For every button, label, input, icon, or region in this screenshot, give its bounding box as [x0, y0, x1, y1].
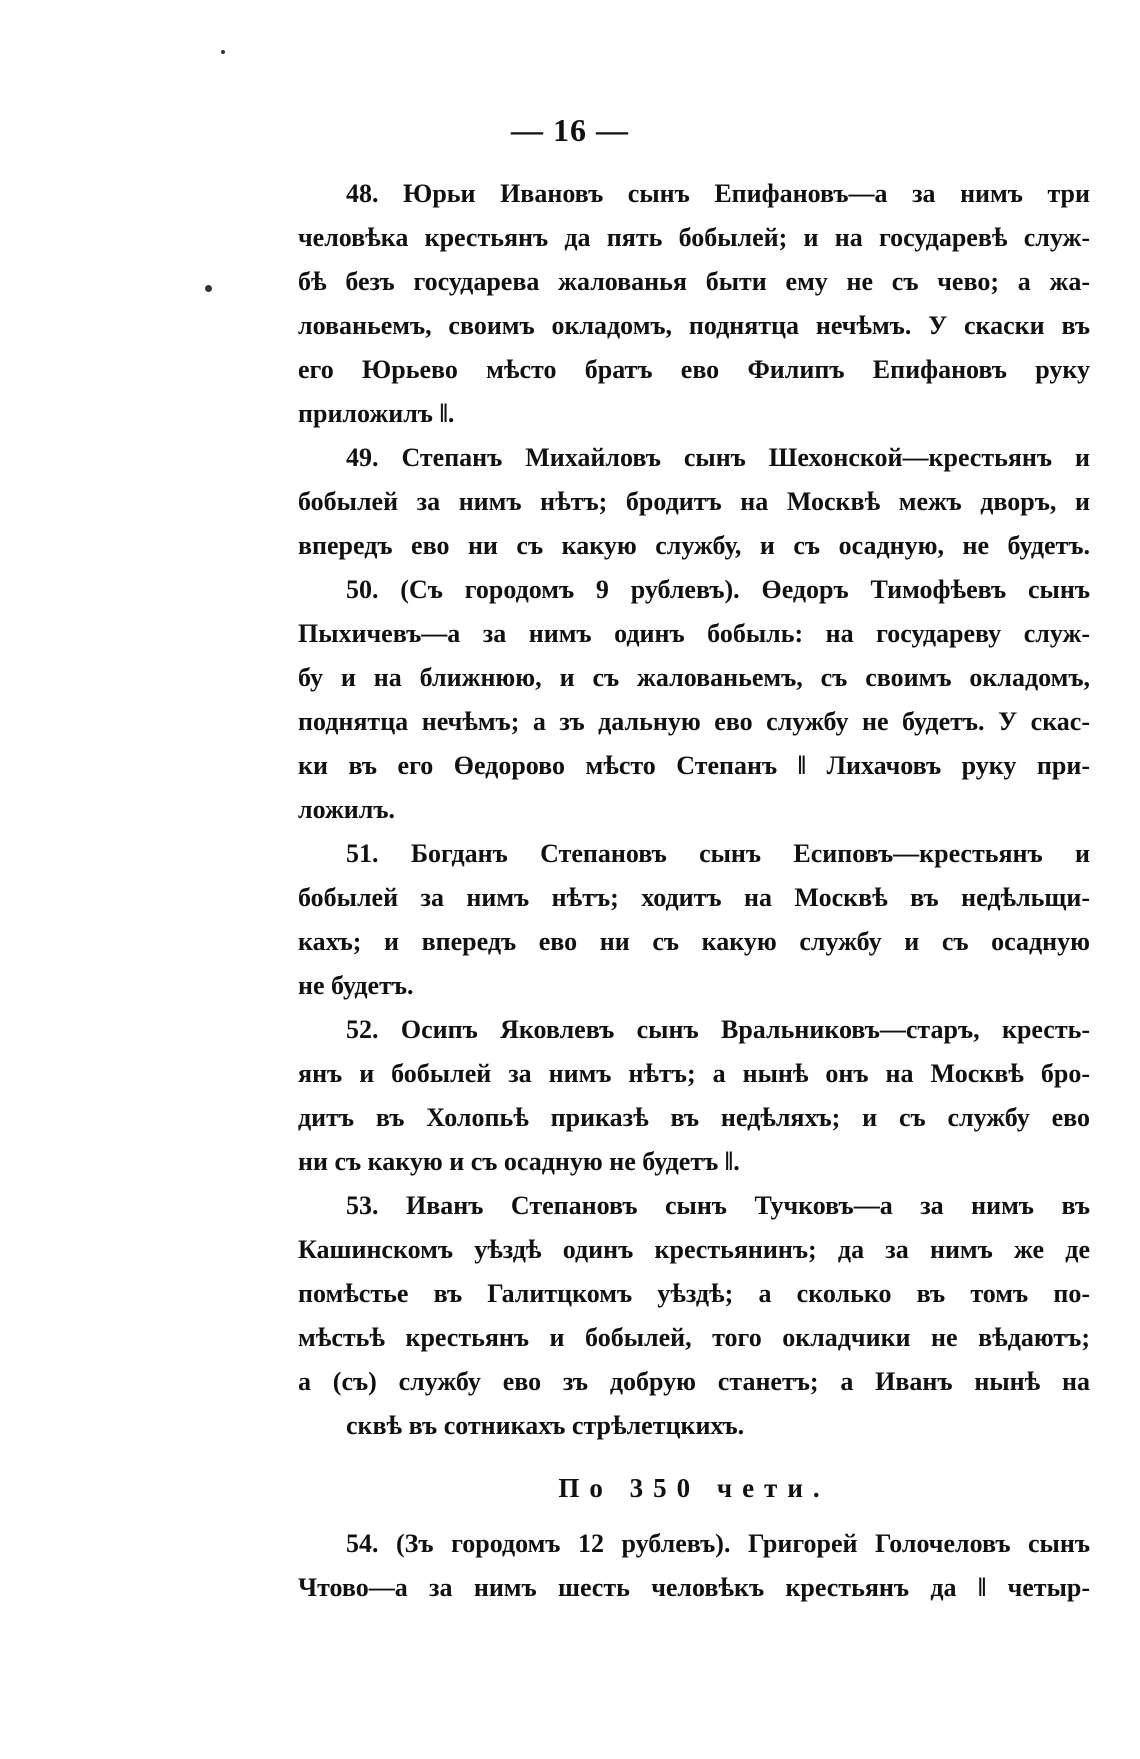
text-line: ложилъ. — [298, 795, 396, 824]
text-line: 54. (Зъ городомъ 12 рублевъ). Григорей Голочеловъ сынъ — [346, 1529, 1090, 1558]
text-line: впередъ ево ни съ какую службу, и съ осадную, не будетъ. — [298, 531, 1090, 560]
text-line: Кашинскомъ уѣздѣ одинъ крестьянинъ; да за нимъ же де — [298, 1235, 1090, 1264]
text-line: а (съ) службу ево зъ добрую станетъ; а Иванъ нынѣ на — [298, 1367, 1090, 1396]
text-line: ни съ какую и съ осадную не будетъ ‖. — [298, 1147, 740, 1176]
text-line: кахъ; и впередъ ево ни съ какую службу и съ осадную — [298, 927, 1090, 956]
scan-speck — [205, 285, 212, 292]
text-line: 49. Степанъ Михайловъ сынъ Шехонской—крестьянъ и — [346, 443, 1090, 472]
text-line: бобылей за нимъ нѣтъ; ходитъ на Москвѣ въ недѣльщи- — [298, 883, 1090, 912]
page-number: — 16 — — [511, 112, 629, 148]
scan-speck — [221, 50, 225, 54]
text-line: его Юрьево мѣсто братъ ево Филипъ Епифановъ руку — [298, 355, 1090, 384]
text-line: Пыхичевъ—а за нимъ одинъ бобыль: на государеву служ- — [298, 619, 1090, 648]
section-heading: По 350 чети. — [558, 1473, 830, 1503]
text-line: бѣ безъ государева жалованья быти ему не съ чево; а жа- — [298, 267, 1090, 296]
text-line: сквѣ въ сотникахъ стрѣлетцкихъ. — [346, 1411, 745, 1440]
text-line: 48. Юрьи Ивановъ сынъ Епифановъ—а за нимъ три — [346, 179, 1090, 208]
text-line: не будетъ. — [298, 971, 414, 1000]
text-line: ки въ его Өедорово мѣсто Степанъ ‖ Лихачовъ руку при- — [298, 751, 1090, 780]
text-line: мѣстьѣ крестьянъ и бобылей, того окладчики не вѣдаютъ; — [298, 1323, 1090, 1352]
text-line: приложилъ ‖. — [298, 399, 455, 428]
text-line: 53. Иванъ Степановъ сынъ Тучковъ—а за нимъ въ — [346, 1191, 1090, 1220]
text-line: поднятца нечѣмъ; а зъ дальную ево службу не будетъ. У скас- — [298, 707, 1090, 736]
text-line: 50. (Съ городомъ 9 рублевъ). Өедоръ Тимофѣевъ сынъ — [346, 575, 1090, 604]
text-line: Чтово—а за нимъ шесть человѣкъ крестьянъ да ‖ четыр- — [298, 1573, 1090, 1602]
text-line: янъ и бобылей за нимъ нѣтъ; а нынѣ онъ на Москвѣ бро- — [298, 1059, 1090, 1088]
text-line: бобылей за нимъ нѣтъ; бродитъ на Москвѣ межъ дворъ, и — [298, 487, 1090, 516]
text-line: 52. Осипъ Яковлевъ сынъ Вральниковъ—старъ, кресть- — [346, 1015, 1090, 1044]
text-line: лованьемъ, своимъ окладомъ, поднятца нечѣмъ. У скаски въ — [298, 311, 1090, 340]
body-text — [298, 172, 1090, 1610]
text-line: человѣка крестьянъ да пять бобылей; и на государевѣ служ- — [298, 223, 1090, 252]
text-line: бу и на ближнюю, и съ жалованьемъ, съ своимъ окладомъ, — [298, 663, 1090, 692]
text-line: дитъ въ Холопьѣ приказѣ въ недѣляхъ; и съ службу ево — [298, 1103, 1090, 1132]
text-line: помѣстье въ Галитцкомъ уѣздѣ; а сколько въ томъ по- — [298, 1279, 1090, 1308]
text-line: 51. Богданъ Степановъ сынъ Есиповъ—крестьянъ и — [346, 839, 1090, 868]
